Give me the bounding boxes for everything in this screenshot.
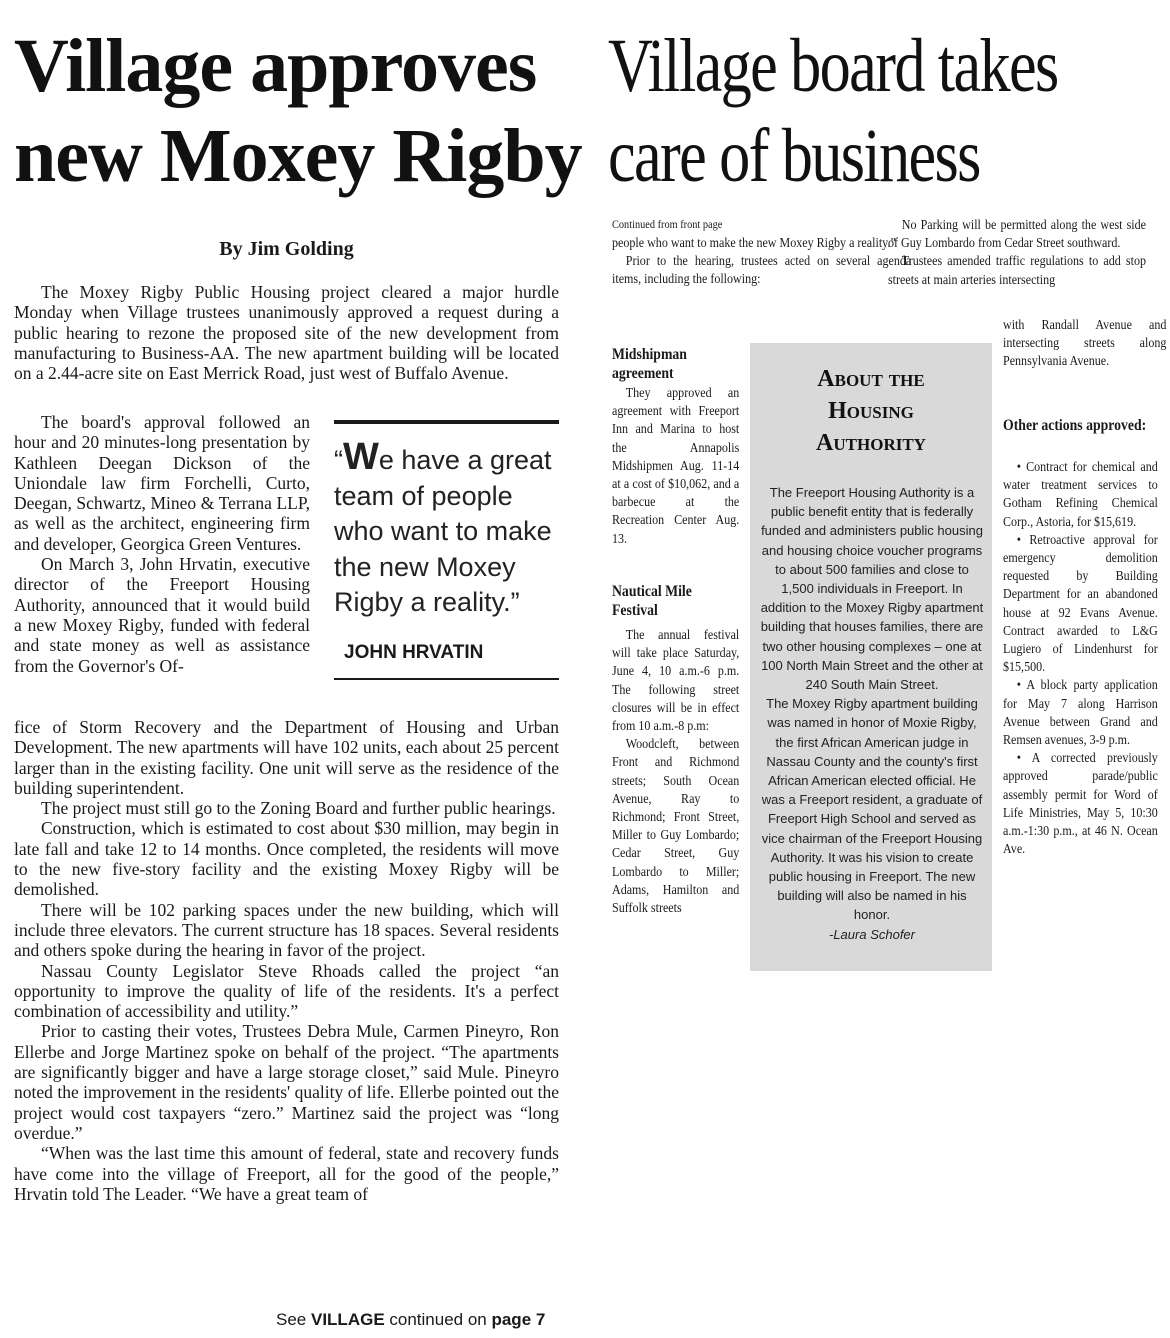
list-item: • A block party application for May 7 along Harrison Avenue between Grand and Remsen avenues, 3-9 p.m. (1003, 678, 1158, 749)
continued-middle: continued on (384, 1310, 492, 1329)
pull-quote-open-mark: “ (334, 445, 343, 475)
body-paragraph: Nassau County Legislator Steve Rhoads called the project “an opportunity to improve the quality of life of the residents. It's a perfect combination of accessibility and utility.” (14, 960, 559, 1022)
list-item: • Contract for chemical and water treatment services to Gotham Refining Chemical Corp., Astoria, for $15,619. (1003, 460, 1158, 530)
pull-quote-author: JOHN HRVATIN (344, 642, 484, 663)
continued-from-note: Continued from front page (612, 217, 723, 231)
right-column-1-top (612, 235, 912, 290)
right-headline-line-1: Village board takes (608, 24, 1058, 108)
right-column-3-top (888, 217, 1170, 290)
right-headline-line-2: care of business (608, 114, 980, 198)
full-width-column (14, 717, 559, 1204)
sidebar-body (758, 483, 986, 944)
body-paragraph: The annual festival will take place Saturday, June 4, 10 a.m.-6 p.m. The following street closures will be in effect from 10 a.m.-8 p.m: (612, 628, 740, 735)
nautical-body (612, 627, 762, 918)
body-paragraph: Trustees amended traffic regulations to add stop streets at main arteries intersecting (888, 254, 1146, 288)
sidebar-signature: -Laura Schofer (829, 926, 915, 942)
sidebar-title-line: Authority (816, 430, 926, 456)
body-paragraph: fice of Storm Recovery and the Department of Housing and Urban Development. The new apartments will have 102 units, each about 25 percent larger than in the existing facility. One unit will serve as the residence of the building superintendent. (14, 717, 559, 798)
body-paragraph: Prior to the hearing, trustees acted on several agenda items, including the following: (612, 254, 912, 288)
body-paragraph: No Parking will be permitted along the west side of Guy Lombardo from Cedar Street southward. (888, 218, 1146, 252)
body-paragraph: The project must still go to the Zoning Board and further public hearings. (41, 798, 556, 819)
sidebar-title (750, 363, 992, 459)
sidebar-title-line: Housing (828, 398, 914, 424)
pull-quote-initial: W (343, 436, 379, 478)
article-intro-paragraph: The Moxey Rigby Public Housing project cleared a major hurdle Monday when Village trustees unanimously approved a request during a public hearing to rezone the proposed site of the new development from manufacturing to Business-AA. The new apartment building will be located on a 2.44-acre site on East Merrick Road, just west of Buffalo Avenue. (14, 282, 559, 384)
continued-on-link[interactable] (276, 1310, 545, 1330)
left-headline-line-1: Village approves (14, 24, 537, 108)
midshipman-body: They approved an agreement with Freeport Inn and Marina to host the Annapolis Midshipmen Aug. 11-14 at a cost of $10,062, and a barbecue at the Recreation Center Aug. 13. (612, 386, 740, 547)
body-paragraph: Woodcleft, between Front and Richmond streets; South Ocean Avenue, Ray to Richmond; Front Street, Miller to Guy Lombardo; Cedar Street, Guy Lombardo to Miller; Adams, Hamilton and Suffolk streets (612, 737, 740, 917)
byline: By Jim Golding (219, 238, 354, 260)
pull-quote-text (334, 436, 559, 621)
sidebar-paragraph: The Moxey Rigby apartment building was named in honor of Moxie Rigby, the first African American judge in Nassau County and the county's first African American elected official. He was a Freeport resident, a graduate of Freeport High School and served as vice chairman of the Freeport Housing Authority. It was his vision to create public housing in Freeport. The new building will also be named in his honor. (761, 696, 983, 923)
pull-quote-top-rule (334, 420, 559, 424)
other-actions-subhead: Other actions approved: (1003, 417, 1147, 434)
sidebar-paragraph: The Freeport Housing Authority is a public benefit entity that is federally funded and administers public housing and housing choice voucher programs to about 500 families and close to 1,500 individuals in Freeport. In addition to the Moxey Rigby apartment building that houses families, there are two other housing complexes – one at 100 North Main Street and the other at 240 South Main Street. (760, 485, 984, 693)
midshipman-subhead: Midshipman agreement (612, 346, 687, 382)
other-actions-list (1003, 459, 1170, 859)
body-paragraph: “When was the last time this amount of federal, state and recovery funds have come into the village of Freeport, all for the good of the people,” Hrvatin told The Leader. “We have a great team of (14, 1143, 559, 1204)
body-paragraph: with Randall Avenue and intersecting streets along Pennsylvania Avenue. (1003, 318, 1167, 370)
body-paragraph: Prior to casting their votes, Trustees Debra Mule, Carmen Pineyro, Ron Ellerbe and Jorge Martinez spoke on behalf of the project. “The apartments are significantly bigger and have a large storage closet,” said Mule. Pineyro noted the improvement in the residents' quality of life. Ellerbe pointed out the project would cost taxpayers “zero.” Martinez said the project was “long overdue.” (14, 1021, 559, 1143)
pull-quote-body: e have a great team of people who want to make the new Moxey Rigby a reality.” (334, 445, 552, 618)
body-paragraph: Construction, which is estimated to cost about $30 million, may begin in late fall and take 12 to 14 months. Once completed, the residents will move to the new five-story facility and the existing Moxey Rigby will be demolished. (14, 818, 559, 900)
about-housing-authority-sidebar (750, 343, 992, 971)
left-headline-line-2: new Moxey Rigby (14, 114, 582, 198)
continued-page: page 7 (491, 1310, 546, 1329)
pull-quote-bottom-rule (334, 678, 559, 680)
body-paragraph: On March 3, John Hrvatin, executive director of the Freeport Housing Authority, announced that it would build a new Moxey Rigby, funded with federal and state money as well as assistance from the Governor's Of- (14, 554, 310, 676)
narrow-column (14, 412, 310, 676)
nautical-subhead: Nautical Mile Festival (612, 583, 692, 619)
body-paragraph: people who want to make the new Moxey Rigby a reality.” (612, 236, 896, 251)
body-paragraph: The board's approval followed an hour and 20 minutes-long presentation by Kathleen Deegan Dickson of the Uniondale law firm Forchelli, Curto, Deegan, Schwartz, Mineo & Terrana LLP, as well as the architect, engineering firm and developer, Georgica Green Ventures. (14, 412, 310, 554)
continued-prefix: See (276, 1310, 311, 1329)
pull-quote (334, 420, 559, 682)
list-item: • Retroactive approval for emergency demolition requested by Building Department for an abandoned house at 92 Evans Avenue. Contract awarded to L&G Lugiero of Lindenhurst for $15,500. (1003, 532, 1158, 676)
body-paragraph: There will be 102 parking spaces under the new building, which will include three elevators. The current structure has 18 spaces. Several residents and others spoke during the hearing in favor of the project. (14, 899, 559, 961)
list-item: • A corrected previously approved parade/public assembly permit for Word of Life Ministries, May 5, 10:30 a.m.-1:30 p.m., at 46 N. Ocean Ave. (1003, 751, 1158, 858)
continued-keyword: VILLAGE (310, 1310, 385, 1329)
sidebar-title-line: About the (817, 366, 925, 392)
